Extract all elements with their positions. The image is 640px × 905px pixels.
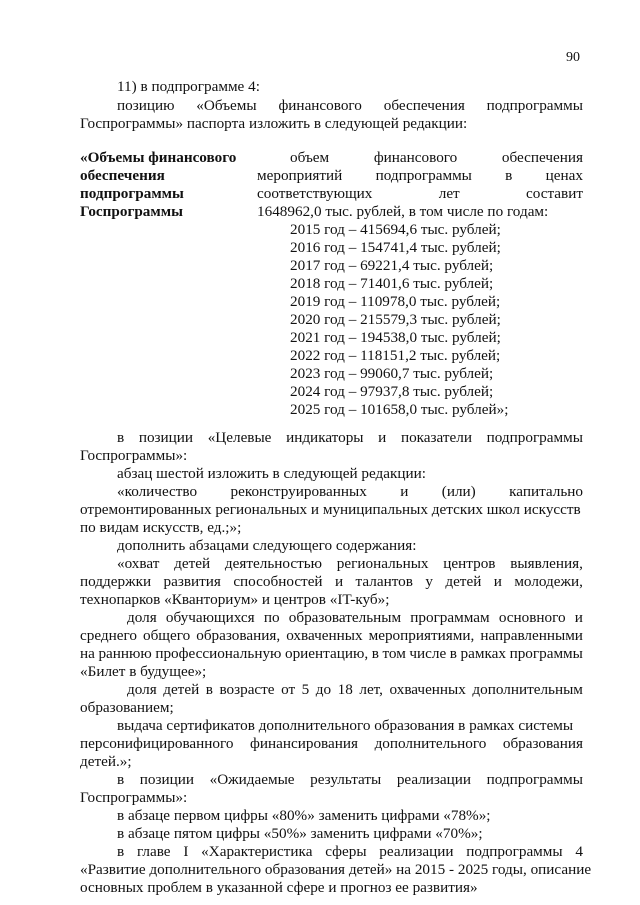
word: позиции [138, 429, 194, 446]
word: детей [163, 681, 200, 698]
word: «количество [117, 483, 198, 500]
word: мероприятий [257, 167, 343, 184]
word: финансирования [250, 735, 359, 752]
word: реализации [379, 843, 454, 860]
word: позиции [139, 771, 194, 788]
first-paragraph-change: в абзаце первом цифры «80%» заменить цифрами «78%»; [117, 807, 491, 824]
targets-line-2: Госпрограммы»: [80, 447, 188, 464]
passport-label-4: Госпрограммы [80, 203, 183, 220]
chapter-line-3: основных проблем в указанной сфере и прогноз ее развития» [80, 879, 478, 896]
quote-line-1 [117, 483, 583, 501]
year-2019: 2019 год – 110978,0 тыс. рублей; [290, 293, 501, 310]
passport-label-2: обеспечения [80, 167, 165, 184]
add-paragraphs: дополнить абзацами следующего содержания: [117, 537, 417, 554]
share2-line-2: образованием; [80, 699, 174, 716]
word: направленными [480, 627, 583, 644]
word: деятельностью [224, 555, 322, 572]
word: профессиональную [155, 645, 282, 662]
word: финансового [373, 149, 458, 166]
passport-value-line-2 [257, 167, 583, 185]
word: способностей [233, 573, 323, 590]
targets-line-1 [117, 429, 583, 447]
passport-value-line-3 [257, 185, 583, 203]
word: и [574, 609, 583, 626]
share1-line-2 [80, 627, 583, 645]
word: доля [127, 609, 157, 626]
word: на [80, 645, 95, 662]
coverage-line-1 [117, 555, 583, 573]
word: среднего [80, 627, 137, 644]
passport-label-1: «Объемы финансового [80, 149, 237, 166]
word: и [334, 573, 344, 590]
word: финансового [278, 97, 362, 114]
word: в [205, 681, 213, 698]
word: от [281, 681, 296, 698]
word: подпрограммы [466, 843, 563, 860]
word: программы [509, 645, 583, 662]
expected-line-2: Госпрограммы»: [80, 789, 188, 806]
item-heading: 11) в подпрограмме 4: [117, 78, 260, 95]
year-2015: 2015 год – 415694,6 тыс. рублей; [290, 221, 501, 238]
word: охваченных [389, 681, 466, 698]
word: программам [410, 609, 490, 626]
word: дополнительным [472, 681, 583, 698]
year-2025: 2025 год – 101658,0 тыс. рублей»; [290, 401, 509, 418]
fifth-paragraph-change: в абзаце пятом цифры «50%» заменить цифрами «70%»; [117, 825, 483, 842]
word: 4 [575, 843, 583, 860]
word: подпрограммы [486, 771, 583, 788]
word: охваченных [286, 627, 363, 644]
word: образовательным [288, 609, 402, 626]
word: ценах [545, 167, 583, 184]
word: в [117, 429, 125, 446]
word: региональных [336, 555, 429, 572]
passport-label-3: подпрограммы [80, 185, 184, 202]
year-2017: 2017 год – 69221,4 тыс. рублей; [290, 257, 494, 274]
word: соответствующих [257, 185, 373, 202]
word: и [378, 429, 387, 446]
word: ориентацию, [284, 645, 369, 662]
chapter-line-2: «Развитие дополнительного образования детей» на 2015 - 2025 годы, описание [80, 861, 592, 878]
word: позицию [117, 97, 175, 114]
word: сферы [325, 843, 367, 860]
year-2024: 2024 год – 97937,8 тыс. рублей; [290, 383, 494, 400]
coverage-line-3: технопарков «Кванториум» и центров «IT-куб»; [80, 591, 390, 608]
word: выявления, [510, 555, 583, 572]
word: и [493, 573, 502, 590]
word: у [425, 573, 433, 590]
word: «Целевые [207, 429, 272, 446]
word: 18 [337, 681, 353, 698]
word: подпрограммы [375, 167, 472, 184]
share2-line-1 [127, 681, 583, 699]
word: основного [498, 609, 566, 626]
word: объем [290, 149, 330, 166]
share1-line-4: «Билет в будущее»; [80, 663, 207, 680]
paragraph-sixth: абзац шестой изложить в следующей редакции: [117, 465, 426, 482]
year-2018: 2018 год – 71401,6 тыс. рублей; [290, 275, 494, 292]
word: числе [409, 645, 447, 662]
year-2016: 2016 год – 154741,4 тыс. рублей; [290, 239, 501, 256]
word: в [449, 645, 457, 662]
word: «Ожидаемые [209, 771, 295, 788]
word: в [117, 843, 125, 860]
coverage-line-2 [80, 573, 583, 591]
share1-line-3 [80, 645, 583, 663]
word: «охват [117, 555, 160, 572]
word: талантов [355, 573, 413, 590]
word: и [400, 483, 409, 500]
word: лет, [359, 681, 383, 698]
passport-value-line-1 [290, 149, 583, 167]
word: подпрограммы [486, 429, 583, 446]
word: капитально [509, 483, 583, 500]
word: лет [438, 185, 460, 202]
passport-value-line-4: 1648962,0 тыс. рублей, в том числе по годам: [257, 203, 549, 220]
word: образования, [196, 627, 281, 644]
word: образования [502, 735, 583, 752]
word: обеспечения [383, 97, 465, 114]
intro-line-2: Госпрограммы» паспорта изложить в следующей редакции: [80, 115, 468, 132]
word: раннюю [98, 645, 152, 662]
year-2023: 2023 год – 99060,7 тыс. рублей; [290, 365, 494, 382]
word: общего [142, 627, 191, 644]
word: детей [445, 573, 482, 590]
word: реализации [396, 771, 472, 788]
word: центров [443, 555, 496, 572]
word: составит [526, 185, 583, 202]
page-number: 90 [566, 50, 580, 65]
word: возрасте [219, 681, 275, 698]
word: реконструированных [230, 483, 367, 500]
year-2020: 2020 год – 215579,3 тыс. рублей; [290, 311, 501, 328]
certificates-line-1: выдача сертификатов дополнительного образования в рамках системы [117, 717, 574, 734]
word: дополнительного [374, 735, 487, 752]
word: результаты [310, 771, 382, 788]
share1-line-1 [127, 609, 583, 627]
word: мероприятиями, [368, 627, 475, 644]
word: 5 [301, 681, 310, 698]
word: по [263, 609, 280, 626]
expected-line-1 [117, 771, 583, 789]
year-2022: 2022 год – 118151,2 тыс. рублей; [290, 347, 501, 364]
word: детей [174, 555, 211, 572]
word: обеспечения [501, 149, 583, 166]
word: главе [136, 843, 171, 860]
word: молодежи, [514, 573, 583, 590]
certificates-line-2 [80, 735, 583, 753]
word: рамках [460, 645, 506, 662]
word: индикаторы [286, 429, 364, 446]
word: персонифицированного [80, 735, 234, 752]
word: показатели [400, 429, 472, 446]
certificates-line-3: детей.»; [80, 753, 132, 770]
word: доля [127, 681, 157, 698]
word: «Объемы [196, 97, 257, 114]
word: поддержки [80, 573, 152, 590]
word: (или) [441, 483, 476, 500]
word: I [183, 843, 189, 860]
word: в [117, 771, 125, 788]
chapter-line-1 [117, 843, 583, 861]
word: в [371, 645, 379, 662]
word: в [505, 167, 513, 184]
word: том [382, 645, 406, 662]
word: «Характеристика [201, 843, 313, 860]
quote-line-3: по видам искусств, ед.;»; [80, 519, 242, 536]
intro-line-1 [117, 97, 583, 115]
word: обучающихся [165, 609, 255, 626]
word: подпрограммы [486, 97, 583, 114]
year-2021: 2021 год – 194538,0 тыс. рублей; [290, 329, 501, 346]
quote-line-2: отремонтированных региональных и муниципальных детских школ искусств [80, 501, 581, 518]
word: развития [163, 573, 221, 590]
word: до [315, 681, 332, 698]
